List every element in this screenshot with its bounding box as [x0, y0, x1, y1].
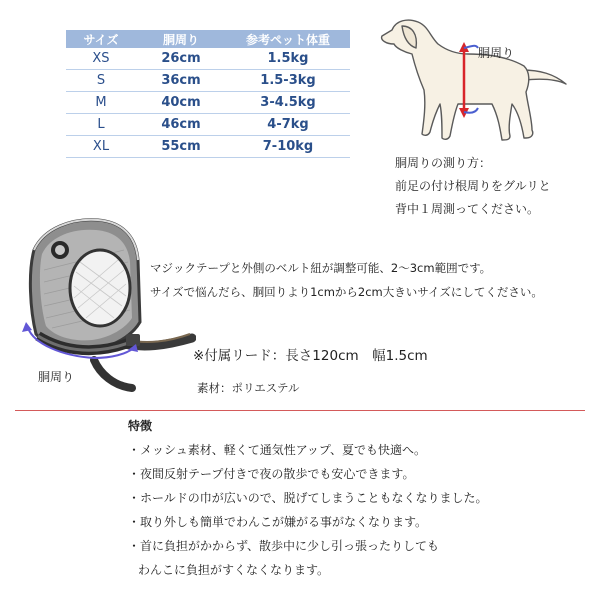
- howto-line: 背中１周測ってください。: [395, 202, 540, 216]
- girth-cell: 40cm: [136, 92, 226, 114]
- harness-girth-label: 胴周り: [38, 370, 75, 384]
- header-girth: 胴周り: [136, 30, 226, 48]
- size-cell: XS: [66, 48, 136, 70]
- weight-cell: 3-4.5kg: [226, 92, 350, 114]
- header-size: サイズ: [66, 30, 136, 48]
- weight-cell: 7-10kg: [226, 136, 350, 158]
- lead-info: ※付属リード：長さ120cm 幅1.5cm: [193, 348, 428, 364]
- adjust-line: マジックテープと外側のベルト紐が調整可能、2～3cm範囲です。: [150, 261, 492, 275]
- size-table-header-row: [66, 30, 350, 48]
- table-row: [66, 136, 350, 158]
- girth-cell: 36cm: [136, 70, 226, 92]
- girth-cell: 55cm: [136, 136, 226, 158]
- feature-item: ・メッシュ素材、軽くて通気性アップ、夏でも快適へ。: [128, 443, 426, 457]
- weight-cell: 1.5-3kg: [226, 70, 350, 92]
- table-row: [66, 70, 350, 92]
- size-table: [66, 30, 350, 158]
- howto-line: 胴周りの測り方：: [395, 156, 492, 170]
- size-cell: S: [66, 70, 136, 92]
- weight-cell: 1.5kg: [226, 48, 350, 70]
- size-cell: M: [66, 92, 136, 114]
- section-divider: [15, 410, 585, 411]
- size-cell: XL: [66, 136, 136, 158]
- table-row: [66, 92, 350, 114]
- feature-item-continuation: わんこに負担がすくなくなります。: [138, 563, 330, 577]
- adjust-line: サイズで悩んだら、胴回りより1cmから2cm大きいサイズにしてください。: [150, 285, 543, 299]
- table-row: [66, 48, 350, 70]
- material-info: 素材：ポリエステル: [197, 381, 300, 395]
- features-list: [128, 438, 598, 582]
- feature-item: ・首に負担がかからず、散歩中に少し引っ張ったりしても: [128, 539, 440, 553]
- girth-cell: 26cm: [136, 48, 226, 70]
- howto-line: 前足の付け根周りをグルリと: [395, 179, 551, 193]
- feature-item: ・夜間反射テープ付きで夜の散歩でも安心できます。: [128, 467, 415, 481]
- feature-item: ・ホールドの巾が広いので、脱げてしまうこともなくなりました。: [128, 491, 488, 505]
- feature-item: ・取り外しも簡単でわんこが嫌がる事がなくなります。: [128, 515, 428, 529]
- size-cell: L: [66, 114, 136, 136]
- adjustment-notes: [150, 256, 598, 304]
- measuring-instructions: [395, 152, 600, 221]
- table-row: [66, 114, 350, 136]
- features-title: 特徴: [128, 419, 153, 433]
- dog-girth-label: 胴周り: [478, 46, 515, 60]
- header-weight: 参考ペット体重: [226, 30, 350, 48]
- weight-cell: 4-7kg: [226, 114, 350, 136]
- girth-cell: 46cm: [136, 114, 226, 136]
- dog-outline-icon: [372, 8, 572, 158]
